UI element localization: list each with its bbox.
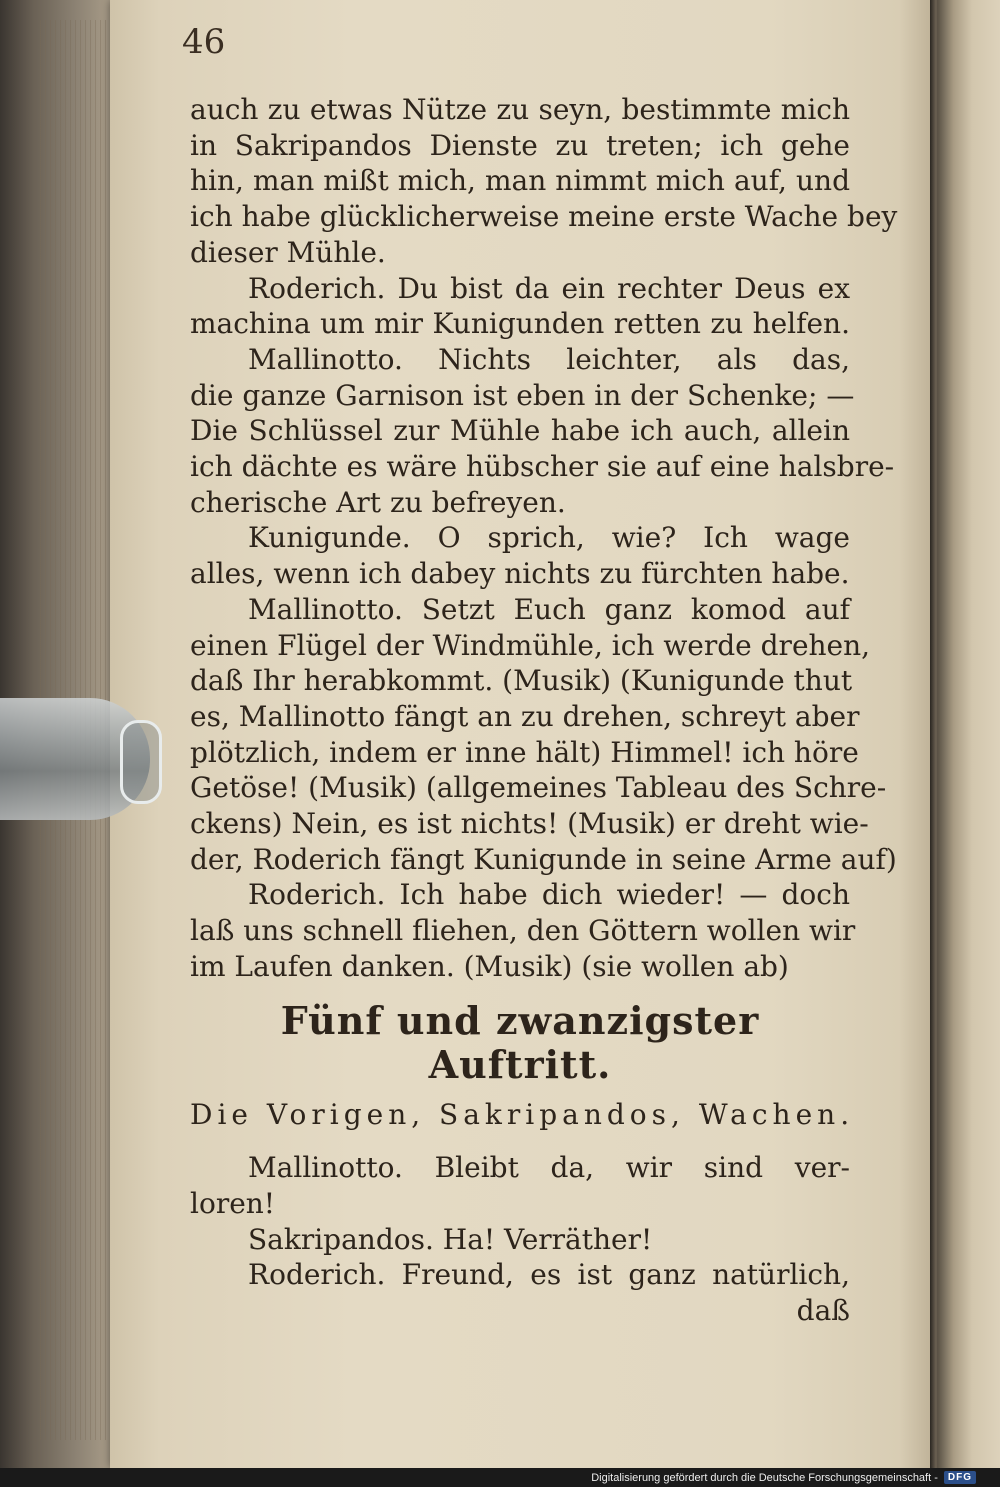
text-line: daß Ihr herabkommt. (Musik) (Kunigunde thut <box>190 664 853 698</box>
paragraph-continuation <box>190 92 898 271</box>
text-line: plötzlich, indem er inne hält) Himmel! ich höre <box>190 735 859 769</box>
scene-cast: Die Vorigen, Sakripandos, Wachen. <box>190 1097 855 1131</box>
text-line: alles, wenn ich dabey nichts zu fürchten habe. <box>190 557 850 591</box>
text-line: laß uns schnell fliehen, den Göttern wollen wir <box>190 914 856 948</box>
text-line: ich habe glücklicherweise meine erste Wache bey <box>190 200 898 234</box>
digitization-footer <box>591 1468 976 1487</box>
facing-page-edge <box>938 0 1000 1468</box>
text-line: hin, man mißt mich, man nimmt mich auf, und <box>190 164 850 198</box>
page-number: 46 <box>182 22 226 62</box>
text-line: machina um mir Kunigunden retten zu helfen. <box>190 307 850 341</box>
text-line: ich dächte es wäre hübscher sie auf eine halsbre- <box>190 450 895 484</box>
clip-handle <box>120 720 162 804</box>
footer-text: Digitalisierung gefördert durch die Deutsche Forschungsgemeinschaft - <box>591 1471 938 1484</box>
page-clip <box>0 690 168 830</box>
speech-kunigunde <box>190 520 850 591</box>
text-line: Die Schlüssel zur Mühle habe ich auch, allein <box>190 414 850 448</box>
speech-roderich-1 <box>190 271 850 342</box>
speech-mallinotto-1 <box>190 342 895 521</box>
text-line: dieser Mühle. <box>190 235 386 269</box>
dfg-logo: DFG <box>944 1471 976 1484</box>
text-line: Mallinotto. Setzt Euch ganz komod auf <box>248 592 850 626</box>
text-line: ckens) Nein, es ist nichts! (Musik) er dreht wie- <box>190 807 869 841</box>
scene-heading: Fünf und zwanzigster Auftritt. <box>280 997 760 1087</box>
text-line: in Sakripandos Dienste zu treten; ich gehe <box>190 128 850 162</box>
text-line: es, Mallinotto fängt an zu drehen, schreyt aber <box>190 699 860 733</box>
text-line: im Laufen danken. (Musik) (sie wollen ab) <box>190 949 789 983</box>
text-line: auch zu etwas Nütze zu seyn, bestimmte mich <box>190 93 850 126</box>
text-line: einen Flügel der Windmühle, ich werde drehen, <box>190 628 871 662</box>
page-text <box>190 92 898 1329</box>
text-line: Getöse! (Musik) (allgemeines Tableau des Schre- <box>190 771 887 805</box>
speech-roderich-2 <box>190 877 856 984</box>
speech-roderich-3: Roderich. Freund, es ist ganz natürlich, <box>248 1258 850 1292</box>
text-line: Roderich. Ich habe dich wieder! — doch <box>248 878 850 912</box>
text-line: Mallinotto. Nichts leichter, als das, <box>248 342 850 376</box>
text-line: cherische Art zu befreyen. <box>190 485 566 519</box>
speech-mallinotto-2 <box>190 592 897 878</box>
text-line: der, Roderich fängt Kunigunde in seine Arme auf) <box>190 842 897 876</box>
text-line: die ganze Garnison ist eben in der Schenke; — <box>190 378 855 412</box>
text-line: Mallinotto. Bleibt da, wir sind ver- <box>248 1151 850 1185</box>
text-line: loren! <box>190 1186 276 1220</box>
catchword: daß <box>796 1294 850 1328</box>
speech-sakripandos: Sakripandos. Ha! Verräther! <box>248 1222 653 1256</box>
text-line: Kunigunde. O sprich, wie? Ich wage <box>248 521 850 555</box>
speech-mallinotto-3 <box>190 1150 850 1221</box>
text-line: Roderich. Du bist da ein rechter Deus ex <box>248 271 850 305</box>
